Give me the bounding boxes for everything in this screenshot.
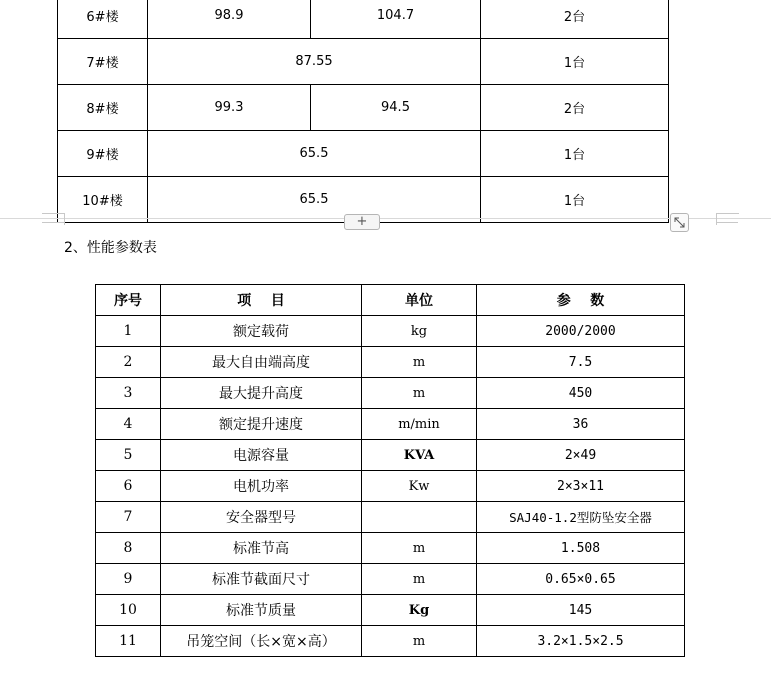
index-cell[interactable]: 1	[96, 316, 161, 347]
height-cell-a[interactable]: 98.9	[148, 0, 311, 39]
table-row	[58, 39, 669, 85]
item-cell[interactable]: 吊笼空间（长×宽×高）	[161, 626, 362, 657]
page-corner-mark-left	[42, 213, 65, 225]
index-cell[interactable]: 5	[96, 440, 161, 471]
expand-diagonal-icon	[671, 214, 688, 231]
index-cell[interactable]: 11	[96, 626, 161, 657]
unit-cell[interactable]: m	[362, 533, 477, 564]
header-index[interactable]: 序号	[96, 285, 161, 316]
building-elevator-table	[57, 0, 669, 223]
index-cell[interactable]: 7	[96, 502, 161, 533]
table-row	[96, 595, 685, 626]
param-cell[interactable]: 2000/2000	[477, 316, 685, 347]
item-cell[interactable]: 标准节高	[161, 533, 362, 564]
header-param[interactable]: 参 数	[477, 285, 685, 316]
table-row	[96, 316, 685, 347]
param-cell[interactable]: SAJ40-1.2型防坠安全器	[477, 502, 685, 533]
index-cell[interactable]: 9	[96, 564, 161, 595]
param-cell[interactable]: 3.2×1.5×2.5	[477, 626, 685, 657]
table-row	[96, 502, 685, 533]
table-resize-handle[interactable]	[670, 213, 689, 232]
table-row	[96, 378, 685, 409]
building-cell[interactable]: 8#楼	[58, 85, 148, 131]
height-cell-a[interactable]: 99.3	[148, 85, 311, 131]
param-cell[interactable]: 7.5	[477, 347, 685, 378]
table-row	[96, 564, 685, 595]
performance-parameter-table	[95, 284, 685, 657]
count-cell[interactable]: 1台	[481, 177, 669, 223]
section-heading: 2、性能参数表	[64, 240, 157, 256]
index-cell[interactable]: 8	[96, 533, 161, 564]
item-cell[interactable]: 标准节截面尺寸	[161, 564, 362, 595]
building-cell[interactable]: 7#楼	[58, 39, 148, 85]
building-cell[interactable]: 6#楼	[58, 0, 148, 39]
table-row	[96, 440, 685, 471]
index-cell[interactable]: 6	[96, 471, 161, 502]
page-corner-mark-left-lower	[42, 222, 64, 223]
table-row	[96, 347, 685, 378]
param-cell[interactable]: 2×3×11	[477, 471, 685, 502]
header-item[interactable]: 项 目	[161, 285, 362, 316]
header-unit[interactable]: 单位	[362, 285, 477, 316]
unit-cell[interactable]: KVA	[362, 440, 477, 471]
unit-cell[interactable]	[362, 502, 477, 533]
param-cell[interactable]: 0.65×0.65	[477, 564, 685, 595]
index-cell[interactable]: 10	[96, 595, 161, 626]
item-cell[interactable]: 电源容量	[161, 440, 362, 471]
count-cell[interactable]: 1台	[481, 131, 669, 177]
unit-cell[interactable]: Kw	[362, 471, 477, 502]
height-cell-merged[interactable]: 87.55	[148, 39, 481, 85]
param-cell[interactable]: 36	[477, 409, 685, 440]
height-cell-b[interactable]: 104.7	[311, 0, 481, 39]
index-cell[interactable]: 4	[96, 409, 161, 440]
table-row	[96, 409, 685, 440]
table-row	[96, 626, 685, 657]
table-row	[96, 533, 685, 564]
table-row	[58, 85, 669, 131]
item-cell[interactable]: 电机功率	[161, 471, 362, 502]
count-cell[interactable]: 2台	[481, 0, 669, 39]
unit-cell[interactable]: Kg	[362, 595, 477, 626]
item-cell[interactable]: 最大提升高度	[161, 378, 362, 409]
item-cell[interactable]: 额定提升速度	[161, 409, 362, 440]
table-row	[58, 131, 669, 177]
table-row	[96, 471, 685, 502]
page-corner-mark-right-lower	[716, 222, 738, 223]
item-cell[interactable]: 最大自由端高度	[161, 347, 362, 378]
unit-cell[interactable]: m	[362, 347, 477, 378]
param-cell[interactable]: 450	[477, 378, 685, 409]
item-cell[interactable]: 安全器型号	[161, 502, 362, 533]
item-cell[interactable]: 额定载荷	[161, 316, 362, 347]
item-cell[interactable]: 标准节质量	[161, 595, 362, 626]
count-cell[interactable]: 2台	[481, 85, 669, 131]
unit-cell[interactable]: m/min	[362, 409, 477, 440]
unit-cell[interactable]: m	[362, 626, 477, 657]
height-cell-merged[interactable]: 65.5	[148, 131, 481, 177]
count-cell[interactable]: 1台	[481, 39, 669, 85]
height-cell-b[interactable]: 94.5	[311, 85, 481, 131]
height-cell-merged[interactable]: 65.5	[148, 177, 481, 223]
page-corner-mark-right	[716, 213, 739, 225]
index-cell[interactable]: 3	[96, 378, 161, 409]
building-cell[interactable]: 9#楼	[58, 131, 148, 177]
unit-cell[interactable]: m	[362, 564, 477, 595]
param-cell[interactable]: 1.508	[477, 533, 685, 564]
unit-cell[interactable]: kg	[362, 316, 477, 347]
add-table-row-button[interactable]: +	[344, 214, 380, 230]
param-cell[interactable]: 145	[477, 595, 685, 626]
building-cell[interactable]: 10#楼	[58, 177, 148, 223]
table-header-row	[96, 285, 685, 316]
page-break-divider	[0, 218, 771, 219]
index-cell[interactable]: 2	[96, 347, 161, 378]
param-cell[interactable]: 2×49	[477, 440, 685, 471]
table-row	[58, 0, 669, 39]
unit-cell[interactable]: m	[362, 378, 477, 409]
